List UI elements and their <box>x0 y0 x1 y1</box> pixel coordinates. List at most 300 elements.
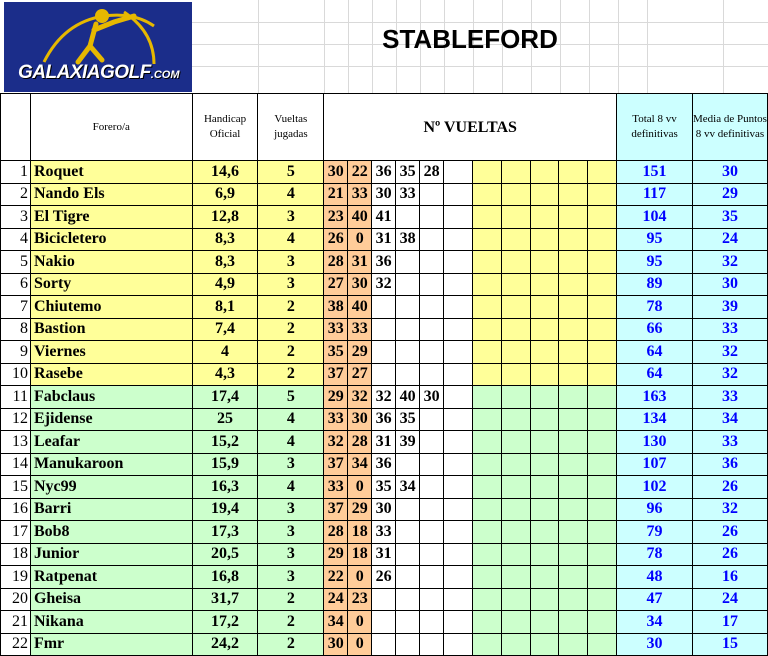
vueltas-jugadas-header: Vueltas jugadas <box>258 94 324 161</box>
round-score-cell <box>472 296 501 319</box>
round-score-cell <box>420 611 444 634</box>
total-cell: 104 <box>617 206 693 229</box>
player-name-cell: Nyc99 <box>30 476 192 499</box>
round-score-cell <box>588 453 617 476</box>
vueltas-jugadas-cell: 5 <box>258 161 324 184</box>
round-score-cell <box>472 251 501 274</box>
round-score-cell: 29 <box>348 498 372 521</box>
position-cell: 1 <box>1 161 31 184</box>
round-score-cell: 28 <box>420 161 444 184</box>
round-score-cell <box>396 453 420 476</box>
total-cell: 89 <box>617 273 693 296</box>
player-name-cell: Roquet <box>30 161 192 184</box>
vueltas-jugadas-cell: 4 <box>258 431 324 454</box>
media-cell: 30 <box>692 161 767 184</box>
round-score-cell <box>559 341 588 364</box>
round-score-cell: 22 <box>324 566 348 589</box>
total-cell: 78 <box>617 543 693 566</box>
round-score-cell <box>559 521 588 544</box>
vueltas-jugadas-cell: 2 <box>258 341 324 364</box>
round-score-cell <box>530 543 559 566</box>
round-score-cell <box>372 611 396 634</box>
round-score-cell <box>588 431 617 454</box>
round-score-cell <box>530 296 559 319</box>
round-score-cell <box>501 318 530 341</box>
player-name-cell: Nikana <box>30 611 192 634</box>
round-score-cell <box>559 318 588 341</box>
round-score-cell <box>501 611 530 634</box>
round-score-cell <box>472 453 501 476</box>
position-cell: 18 <box>1 543 31 566</box>
media-cell: 33 <box>692 431 767 454</box>
round-score-cell: 33 <box>372 521 396 544</box>
round-score-cell: 24 <box>324 588 348 611</box>
handicap-cell: 8,3 <box>192 228 258 251</box>
total-header: Total 8 vv definitivas <box>617 94 693 161</box>
round-score-cell <box>559 453 588 476</box>
player-name-cell: Bob8 <box>30 521 192 544</box>
round-score-cell <box>588 318 617 341</box>
media-cell: 35 <box>692 206 767 229</box>
player-name-cell: Viernes <box>30 341 192 364</box>
round-score-cell: 32 <box>348 386 372 409</box>
handicap-cell: 17,2 <box>192 611 258 634</box>
round-score-cell: 36 <box>372 251 396 274</box>
round-score-cell <box>588 386 617 409</box>
player-name-cell: Junior <box>30 543 192 566</box>
handicap-cell: 24,2 <box>192 633 258 656</box>
round-score-cell: 0 <box>348 633 372 656</box>
round-score-cell: 30 <box>420 386 444 409</box>
handicap-cell: 7,4 <box>192 318 258 341</box>
round-score-cell <box>588 363 617 386</box>
round-score-cell <box>588 251 617 274</box>
round-score-cell: 40 <box>396 386 420 409</box>
round-score-cell <box>588 408 617 431</box>
round-score-cell <box>530 498 559 521</box>
handicap-cell: 4 <box>192 341 258 364</box>
round-score-cell <box>472 633 501 656</box>
stableford-table <box>0 93 768 656</box>
round-score-cell: 29 <box>324 543 348 566</box>
table-row <box>1 161 768 184</box>
total-cell: 48 <box>617 566 693 589</box>
round-score-cell <box>420 566 444 589</box>
round-score-cell: 36 <box>372 453 396 476</box>
round-score-cell: 27 <box>324 273 348 296</box>
vueltas-jugadas-cell: 2 <box>258 633 324 656</box>
round-score-cell <box>559 183 588 206</box>
position-cell: 17 <box>1 521 31 544</box>
round-score-cell <box>472 341 501 364</box>
round-score-cell: 37 <box>324 363 348 386</box>
media-cell: 26 <box>692 543 767 566</box>
table-row <box>1 633 768 656</box>
handicap-header: Handicap Oficial <box>192 94 258 161</box>
handicap-cell: 17,4 <box>192 386 258 409</box>
round-score-cell: 32 <box>372 273 396 296</box>
round-score-cell: 30 <box>348 408 372 431</box>
round-score-cell <box>396 251 420 274</box>
round-score-cell <box>420 588 444 611</box>
player-name-cell: Bastion <box>30 318 192 341</box>
round-score-cell <box>501 183 530 206</box>
round-score-cell <box>372 318 396 341</box>
vueltas-jugadas-cell: 4 <box>258 476 324 499</box>
total-cell: 107 <box>617 453 693 476</box>
position-cell: 16 <box>1 498 31 521</box>
round-score-cell <box>530 453 559 476</box>
round-score-cell <box>420 521 444 544</box>
vueltas-jugadas-cell: 2 <box>258 363 324 386</box>
round-score-cell <box>472 566 501 589</box>
total-cell: 47 <box>617 588 693 611</box>
round-score-cell <box>501 498 530 521</box>
round-score-cell: 18 <box>348 543 372 566</box>
round-score-cell <box>444 476 473 499</box>
total-cell: 34 <box>617 611 693 634</box>
media-cell: 24 <box>692 228 767 251</box>
table-row <box>1 408 768 431</box>
round-score-cell <box>501 363 530 386</box>
table-row <box>1 296 768 319</box>
round-score-cell <box>372 633 396 656</box>
table-row <box>1 611 768 634</box>
player-name-cell: Ratpenat <box>30 566 192 589</box>
table-row <box>1 386 768 409</box>
round-score-cell: 38 <box>324 296 348 319</box>
player-name-cell: Fabclaus <box>30 386 192 409</box>
round-score-cell <box>396 273 420 296</box>
round-score-cell: 18 <box>348 521 372 544</box>
player-name-cell: Rasebe <box>30 363 192 386</box>
player-name-cell: Ejidense <box>30 408 192 431</box>
round-score-cell <box>372 296 396 319</box>
round-score-cell: 35 <box>396 161 420 184</box>
round-score-cell <box>444 611 473 634</box>
total-cell: 95 <box>617 228 693 251</box>
round-score-cell <box>420 273 444 296</box>
round-score-cell <box>444 588 473 611</box>
total-cell: 78 <box>617 296 693 319</box>
vueltas-jugadas-cell: 4 <box>258 408 324 431</box>
media-cell: 33 <box>692 318 767 341</box>
round-score-cell <box>472 386 501 409</box>
round-score-cell <box>472 183 501 206</box>
player-name-cell: Nando Els <box>30 183 192 206</box>
table-row <box>1 498 768 521</box>
round-score-cell: 36 <box>372 161 396 184</box>
table-row <box>1 543 768 566</box>
round-score-cell <box>420 251 444 274</box>
player-name-cell: Fmr <box>30 633 192 656</box>
round-score-cell <box>472 431 501 454</box>
round-score-cell <box>501 341 530 364</box>
round-score-cell <box>501 633 530 656</box>
round-score-cell <box>530 183 559 206</box>
round-score-cell <box>420 296 444 319</box>
vueltas-jugadas-cell: 2 <box>258 611 324 634</box>
round-score-cell <box>444 273 473 296</box>
round-score-cell <box>559 566 588 589</box>
round-score-cell: 33 <box>348 318 372 341</box>
round-score-cell <box>501 566 530 589</box>
total-cell: 95 <box>617 251 693 274</box>
round-score-cell: 0 <box>348 228 372 251</box>
round-score-cell <box>588 611 617 634</box>
round-score-cell: 26 <box>324 228 348 251</box>
round-score-cell <box>559 386 588 409</box>
position-cell: 14 <box>1 453 31 476</box>
round-score-cell: 30 <box>348 273 372 296</box>
round-score-cell: 30 <box>324 633 348 656</box>
round-score-cell: 33 <box>324 408 348 431</box>
round-score-cell <box>501 386 530 409</box>
handicap-cell: 4,9 <box>192 273 258 296</box>
round-score-cell <box>501 251 530 274</box>
round-score-cell <box>444 633 473 656</box>
round-score-cell: 40 <box>348 206 372 229</box>
round-score-cell <box>420 341 444 364</box>
round-score-cell <box>396 296 420 319</box>
round-score-cell <box>559 296 588 319</box>
handicap-cell: 20,5 <box>192 543 258 566</box>
round-score-cell: 36 <box>372 408 396 431</box>
position-cell: 5 <box>1 251 31 274</box>
logo-text: GALAXIAGOLF.COM <box>18 62 180 83</box>
handicap-cell: 17,3 <box>192 521 258 544</box>
round-score-cell <box>444 408 473 431</box>
position-cell: 8 <box>1 318 31 341</box>
total-cell: 66 <box>617 318 693 341</box>
round-score-cell: 29 <box>324 386 348 409</box>
round-score-cell <box>530 476 559 499</box>
handicap-cell: 12,8 <box>192 206 258 229</box>
vueltas-jugadas-cell: 2 <box>258 588 324 611</box>
handicap-cell: 25 <box>192 408 258 431</box>
handicap-cell: 15,9 <box>192 453 258 476</box>
round-score-cell <box>559 161 588 184</box>
position-cell: 21 <box>1 611 31 634</box>
vueltas-jugadas-cell: 3 <box>258 273 324 296</box>
total-cell: 30 <box>617 633 693 656</box>
round-score-cell <box>588 161 617 184</box>
round-score-cell <box>530 566 559 589</box>
round-score-cell <box>472 363 501 386</box>
round-score-cell <box>444 453 473 476</box>
round-score-cell <box>472 476 501 499</box>
round-score-cell: 26 <box>372 566 396 589</box>
round-score-cell <box>530 341 559 364</box>
position-cell: 22 <box>1 633 31 656</box>
galaxiagolf-logo <box>4 2 192 92</box>
round-score-cell <box>559 476 588 499</box>
round-score-cell <box>396 318 420 341</box>
round-score-cell <box>559 633 588 656</box>
round-score-cell <box>444 251 473 274</box>
vueltas-jugadas-cell: 3 <box>258 251 324 274</box>
table-row <box>1 588 768 611</box>
position-cell: 2 <box>1 183 31 206</box>
total-cell: 102 <box>617 476 693 499</box>
round-score-cell <box>420 183 444 206</box>
round-score-cell <box>501 206 530 229</box>
table-row <box>1 318 768 341</box>
media-cell: 17 <box>692 611 767 634</box>
round-score-cell <box>396 611 420 634</box>
round-score-cell: 29 <box>348 341 372 364</box>
media-cell: 30 <box>692 273 767 296</box>
round-score-cell <box>420 543 444 566</box>
round-score-cell <box>396 363 420 386</box>
round-score-cell <box>396 521 420 544</box>
vueltas-jugadas-cell: 3 <box>258 453 324 476</box>
round-score-cell <box>420 408 444 431</box>
media-cell: 32 <box>692 363 767 386</box>
table-row <box>1 251 768 274</box>
round-score-cell <box>420 633 444 656</box>
round-score-cell: 28 <box>348 431 372 454</box>
handicap-cell: 16,8 <box>192 566 258 589</box>
round-score-cell <box>559 498 588 521</box>
round-score-cell: 0 <box>348 611 372 634</box>
round-score-cell <box>530 318 559 341</box>
media-cell: 26 <box>692 476 767 499</box>
handicap-cell: 4,3 <box>192 363 258 386</box>
round-score-cell: 33 <box>348 183 372 206</box>
position-header <box>1 94 31 161</box>
round-score-cell: 37 <box>324 498 348 521</box>
player-name-cell: Chiutemo <box>30 296 192 319</box>
position-cell: 4 <box>1 228 31 251</box>
round-score-cell <box>559 363 588 386</box>
media-cell: 34 <box>692 408 767 431</box>
media-cell: 32 <box>692 251 767 274</box>
position-cell: 6 <box>1 273 31 296</box>
player-name-cell: Manukaroon <box>30 453 192 476</box>
round-score-cell <box>588 228 617 251</box>
round-score-cell <box>559 206 588 229</box>
media-cell: 24 <box>692 588 767 611</box>
player-name-cell: Bicicletero <box>30 228 192 251</box>
round-score-cell <box>420 453 444 476</box>
media-cell: 26 <box>692 521 767 544</box>
player-name-cell: Gheisa <box>30 588 192 611</box>
media-cell: 29 <box>692 183 767 206</box>
vueltas-jugadas-cell: 4 <box>258 183 324 206</box>
round-score-cell <box>501 453 530 476</box>
position-cell: 3 <box>1 206 31 229</box>
round-score-cell <box>444 543 473 566</box>
round-score-cell <box>530 386 559 409</box>
round-score-cell: 33 <box>396 183 420 206</box>
table-row <box>1 566 768 589</box>
forero-header: Forero/a <box>30 94 192 161</box>
vueltas-jugadas-cell: 3 <box>258 521 324 544</box>
round-score-cell <box>420 206 444 229</box>
round-score-cell <box>588 566 617 589</box>
round-score-cell: 38 <box>396 228 420 251</box>
round-score-cell <box>444 386 473 409</box>
round-score-cell <box>472 408 501 431</box>
round-score-cell <box>396 206 420 229</box>
round-score-cell: 35 <box>324 341 348 364</box>
round-score-cell <box>372 341 396 364</box>
handicap-cell: 19,4 <box>192 498 258 521</box>
total-cell: 130 <box>617 431 693 454</box>
media-cell: 33 <box>692 386 767 409</box>
round-score-cell: 39 <box>396 431 420 454</box>
round-score-cell: 34 <box>324 611 348 634</box>
round-score-cell <box>396 633 420 656</box>
round-score-cell <box>472 206 501 229</box>
position-cell: 19 <box>1 566 31 589</box>
round-score-cell: 40 <box>348 296 372 319</box>
round-score-cell <box>501 273 530 296</box>
round-score-cell <box>588 543 617 566</box>
page-title: STABLEFORD <box>382 24 558 54</box>
round-score-cell <box>444 228 473 251</box>
round-score-cell <box>559 251 588 274</box>
round-score-cell <box>396 566 420 589</box>
header-row <box>1 94 768 161</box>
round-score-cell <box>530 588 559 611</box>
round-score-cell <box>444 521 473 544</box>
round-score-cell <box>444 206 473 229</box>
round-score-cell <box>559 228 588 251</box>
round-score-cell <box>420 318 444 341</box>
handicap-cell: 31,7 <box>192 588 258 611</box>
round-score-cell <box>472 498 501 521</box>
media-cell: 15 <box>692 633 767 656</box>
round-score-cell <box>588 296 617 319</box>
handicap-cell: 15,2 <box>192 431 258 454</box>
media-cell: 36 <box>692 453 767 476</box>
round-score-cell <box>444 498 473 521</box>
table-row <box>1 363 768 386</box>
round-score-cell <box>444 183 473 206</box>
round-score-cell: 23 <box>324 206 348 229</box>
media-cell: 32 <box>692 498 767 521</box>
round-score-cell <box>396 498 420 521</box>
round-score-cell: 31 <box>372 543 396 566</box>
position-cell: 7 <box>1 296 31 319</box>
vueltas-jugadas-cell: 3 <box>258 566 324 589</box>
round-score-cell <box>472 543 501 566</box>
round-score-cell: 34 <box>348 453 372 476</box>
vueltas-jugadas-cell: 3 <box>258 498 324 521</box>
round-score-cell <box>588 341 617 364</box>
round-score-cell <box>501 431 530 454</box>
position-cell: 10 <box>1 363 31 386</box>
round-score-cell: 30 <box>372 498 396 521</box>
vueltas-jugadas-cell: 5 <box>258 386 324 409</box>
table-row <box>1 431 768 454</box>
round-score-cell <box>530 431 559 454</box>
round-score-cell <box>588 273 617 296</box>
table-row <box>1 273 768 296</box>
round-score-cell: 0 <box>348 566 372 589</box>
round-score-cell <box>444 341 473 364</box>
round-score-cell <box>501 228 530 251</box>
table-row <box>1 521 768 544</box>
position-cell: 11 <box>1 386 31 409</box>
round-score-cell: 35 <box>372 476 396 499</box>
total-cell: 64 <box>617 341 693 364</box>
round-score-cell: 31 <box>372 228 396 251</box>
round-score-cell <box>501 476 530 499</box>
handicap-cell: 8,1 <box>192 296 258 319</box>
